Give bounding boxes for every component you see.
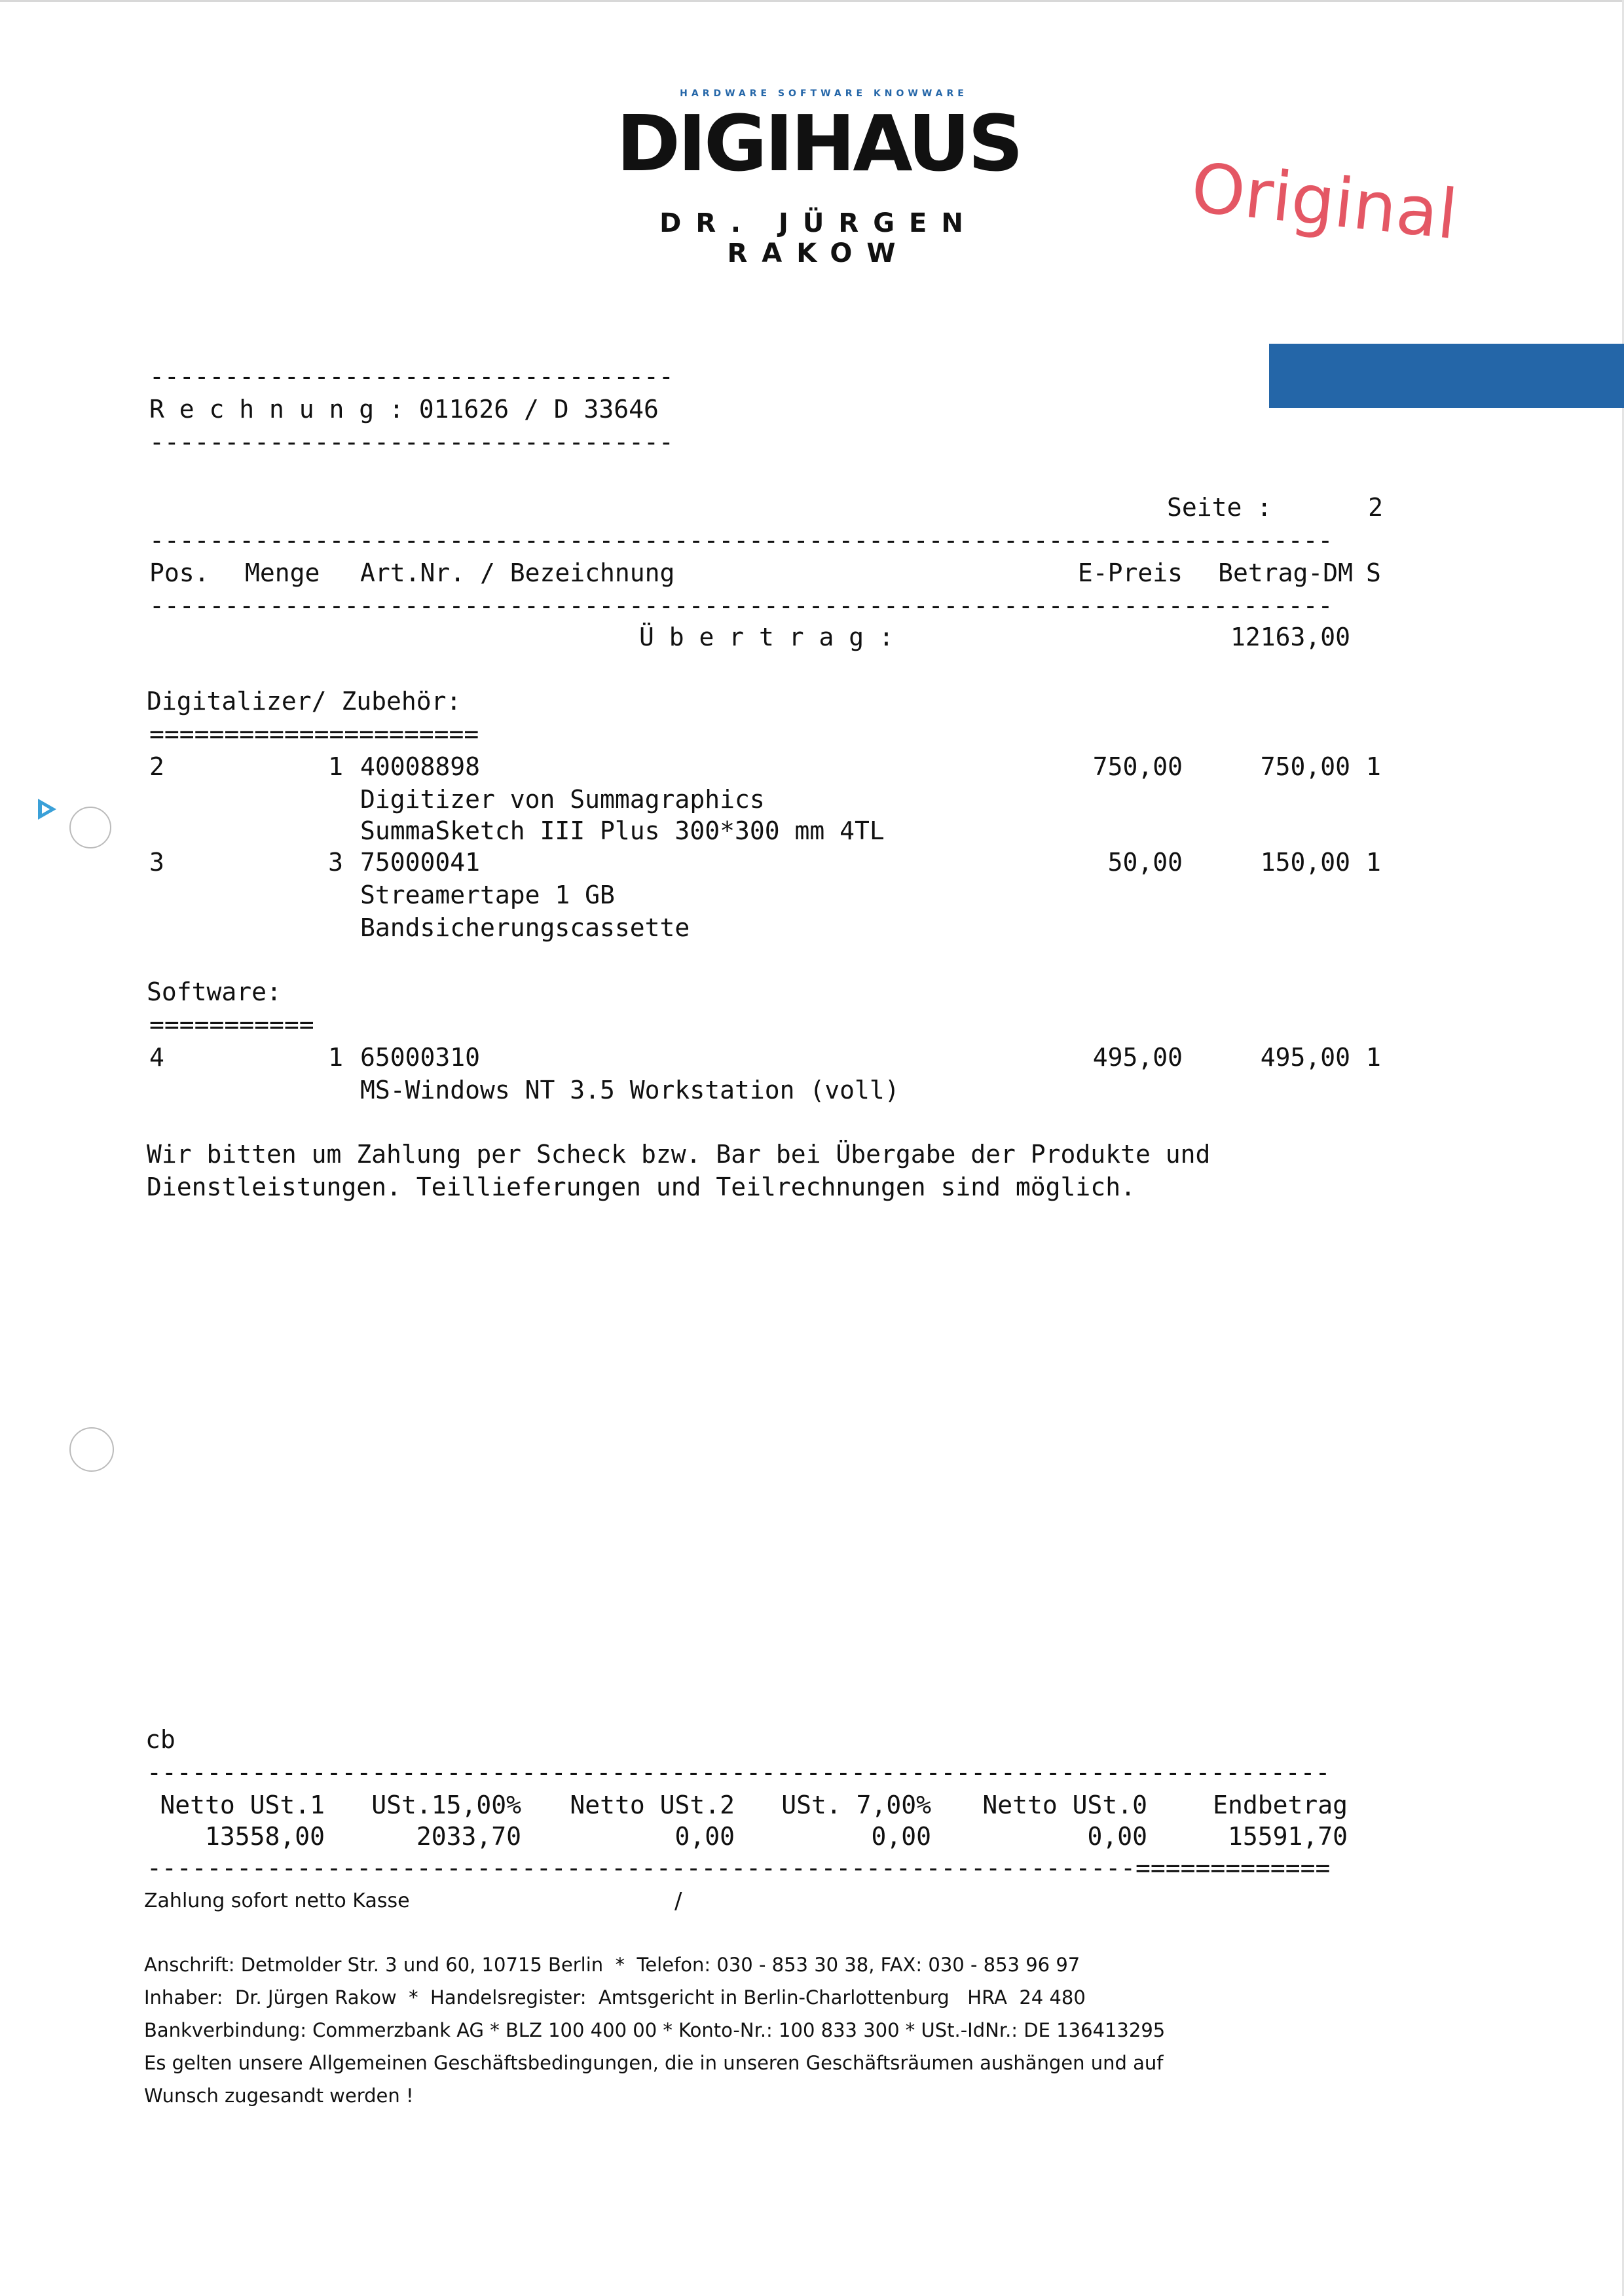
total-label: Netto USt.1 (160, 1791, 325, 1819)
header-pos: Pos. (149, 558, 210, 587)
section-underline: ====================== (149, 720, 479, 748)
total-value: 2033,70 (416, 1822, 521, 1851)
page-number: 2 (1368, 493, 1383, 522)
item-pos: 4 (149, 1043, 164, 1072)
address-line: Es gelten unsere Allgemeinen Geschäftsbedingungen, die in unseren Geschäftsräumen aushängen und auf (144, 2052, 1164, 2074)
section-underline: =========== (149, 1010, 314, 1039)
header-artnr: Art.Nr. / Bezeichnung (360, 558, 675, 587)
total-label: Endbetrag (1213, 1791, 1348, 1819)
item-betrag: 750,00 (1260, 752, 1350, 781)
item-artnr: 75000041 (360, 848, 481, 877)
payment-terms: Zahlung sofort netto Kasse (144, 1889, 410, 1912)
invoice-title: R e c h n u n g : 011626 / D 33646 (149, 395, 659, 424)
uebertrag-value: 12163,00 (1230, 623, 1350, 651)
punch-hole-top (69, 807, 111, 848)
table-rule-top: ------------------------------------------------------------------------------- (149, 526, 1333, 555)
header-menge: Menge (245, 558, 320, 587)
title-rule-top: ----------------------------------- (149, 362, 674, 391)
payment-note-line: Dienstleistungen. Teillieferungen und Teilrechnungen sind möglich. (147, 1173, 1135, 1201)
original-stamp: Original (1187, 147, 1462, 255)
total-value: 13558,00 (204, 1822, 325, 1851)
item-menge: 1 (328, 1043, 343, 1072)
total-value: 15591,70 (1227, 1822, 1348, 1851)
section-title: Digitalizer/ Zubehör: (147, 687, 462, 716)
item-artnr: 65000310 (360, 1043, 481, 1072)
item-s: 1 (1366, 1043, 1381, 1072)
initials: cb (145, 1725, 175, 1754)
item-artnr: 40008898 (360, 752, 481, 781)
totals-rule-top: ------------------------------------------------------------------------------- (147, 1758, 1331, 1787)
item-menge: 1 (328, 752, 343, 781)
address-line: Bankverbindung: Commerzbank AG * BLZ 100 400 00 * Konto-Nr.: 100 833 300 * USt.-IdNr.: DE 136413295 (144, 2019, 1166, 2041)
table-rule-bottom: ------------------------------------------------------------------------------- (149, 591, 1333, 620)
item-s: 1 (1366, 848, 1381, 877)
item-desc: MS-Windows NT 3.5 Workstation (voll) (360, 1076, 900, 1104)
punch-hole-bottom (69, 1427, 114, 1472)
totals-rule-bottom: ------------------------------------------------------------------============= (147, 1853, 1331, 1882)
total-label: USt. 7,00% (781, 1791, 931, 1819)
company-logo (596, 95, 1041, 187)
total-value: 0,00 (1087, 1822, 1147, 1851)
item-epreis: 495,00 (1092, 1043, 1183, 1072)
page-label: Seite : (1167, 493, 1272, 522)
item-betrag: 150,00 (1260, 848, 1350, 877)
header-betrag: Betrag-DM (1218, 558, 1353, 587)
header-epreis: E-Preis (1077, 558, 1183, 587)
address-line: Wunsch zugesandt werden ! (144, 2085, 414, 2107)
total-label: USt.15,00% (371, 1791, 521, 1819)
blue-marker-bar (1269, 344, 1624, 408)
payment-note-line: Wir bitten um Zahlung per Scheck bzw. Bar bei Übergabe der Produkte und (147, 1140, 1211, 1169)
uebertrag-label: Ü b e r t r a g : (639, 623, 894, 651)
section-title: Software: (147, 977, 282, 1006)
address-line: Inhaber: Dr. Jürgen Rakow * Handelsregister: Amtsgericht in Berlin-Charlottenburg HRA 24 480 (144, 1986, 1086, 2009)
payment-terms-slash: / (674, 1888, 682, 1914)
header-s: S (1366, 558, 1381, 587)
title-rule-bottom: ----------------------------------- (149, 428, 674, 456)
item-desc: Bandsicherungscassette (360, 913, 690, 942)
address-line: Anschrift: Detmolder Str. 3 und 60, 10715 Berlin * Telefon: 030 - 853 30 38, FAX: 030 - 853 96 97 (144, 1954, 1080, 1976)
item-pos: 3 (149, 848, 164, 877)
company-tagline: HARDWARE SOFTWARE KNOWWARE (680, 88, 968, 99)
item-pos: 2 (149, 752, 164, 781)
total-label: Netto USt.0 (982, 1791, 1147, 1819)
top-edge (0, 0, 1624, 2)
total-label: Netto USt.2 (570, 1791, 735, 1819)
item-s: 1 (1366, 752, 1381, 781)
logo-text: DIGIHAUS (616, 98, 1021, 187)
triangle-marker-inner (42, 805, 50, 814)
item-desc: Streamertape 1 GB (360, 881, 615, 909)
company-owner: DR. JÜRGEN RAKOW (659, 208, 978, 268)
item-menge: 3 (328, 848, 343, 877)
item-epreis: 750,00 (1092, 752, 1183, 781)
item-desc: Digitizer von Summagraphics (360, 785, 765, 814)
item-betrag: 495,00 (1260, 1043, 1350, 1072)
total-value: 0,00 (871, 1822, 931, 1851)
item-epreis: 50,00 (1107, 848, 1183, 877)
total-value: 0,00 (674, 1822, 735, 1851)
item-desc: SummaSketch III Plus 300*300 mm 4TL (360, 816, 885, 845)
